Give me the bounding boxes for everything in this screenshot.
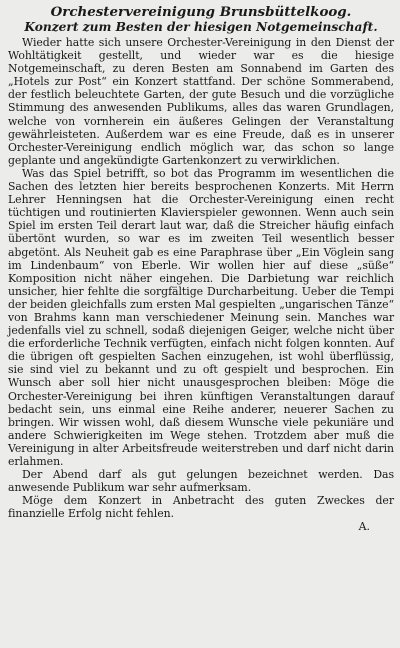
headline: Orchestervereinigung Brunsbüttelkoog. [50,4,352,20]
article-body [8,36,394,533]
author-signature: A. [358,520,370,534]
paragraph-performance: Was das Spiel betrifft, so bot das Programm im wesentlichen die Sachen des letzten hier bereits besprochenen Konzerts. Mit Herrn Lehrer Henningsen hat die Orchester-Vereinigung einen recht tüchtigen und routinierten Klavierspieler gewonnen. Wenn auch sein Spiel im ersten Teil derart laut war, daß die Streicher häufig einfach übertönt wurden, so war es im zweiten Teil wesentlich besser abgetönt. Als Neuheit gab es eine Paraphrase über „Ein Vöglein sang im Lindenbaum“ von Eberle. Wir wollen hier auf diese „süße“ Komposition nicht näher eingehen. Die Darbietung war reichlich unsicher, hier fehlte die sorgfältige Durcharbeitung. Ueber die Tempi der beiden gleichfalls zum ersten Mal gespielten „ungarischen Tänze“ von Brahms kann man verschiedener Meinung sein. Manches war jedenfalls viel zu schnell, sodaß diejenigen Geiger, welche nicht über die erforderliche Technik verfügten, einfach nicht folgen konnten. Auf die übrigen oft gespielten Sachen einzugehen, ist wohl überflüssig, sie sind viel zu bekannt und zu oft gespielt und besprochen. Ein Wunsch aber soll hier nicht unausgesprochen bleiben: Möge die Orchester-Vereinigung bei ihren künftigen Veranstaltungen darauf bedacht sein, uns einmal eine Reihe anderer, neuerer Sachen zu bringen. Wir wissen wohl, daß diesem Wunsche viele pekuniäre und andere Schwierigkeiten im Wege stehen. Trotzdem aber muß die Vereinigung in alter Arbeitsfreude weiterstreben und darf nicht darin erlahmen. [8,166,394,468]
paragraph-evening: Der Abend darf als gut gelungen bezeichnet werden. Das anwesende Publikum war sehr aufmerksam. [8,468,394,495]
subheadline: Konzert zum Besten der hiesigen Notgemeinschaft. [24,20,378,34]
paragraph-intro: Wieder hatte sich unsere Orchester-Vereinigung in den Dienst der Wohltätigkeit gestellt, und wieder war es die hiesige Notgemeinschaft, zu deren Besten am Sonnabend im Garten des „Hotels zur Post“ ein Konzert stattfand. Der schöne Sommerabend, der festlich beleuchtete Garten, der gute Besuch und die vorzügliche Stimmung des anwesenden Publikums, alles das waren Grundlagen, welche von vornherein ein äußeres Gelingen der Veranstaltung gewährleisteten. Außerdem war es eine Freude, daß es in unserer Orchester-Vereinigung endlich möglich war, das schon so lange geplante und angekündigte Gartenkonzert zu verwirklichen. [8,36,394,167]
paragraph-closing: Möge dem Konzert in Anbetracht des guten Zweckes der finanzielle Erfolg nicht fehlen. [8,494,394,521]
